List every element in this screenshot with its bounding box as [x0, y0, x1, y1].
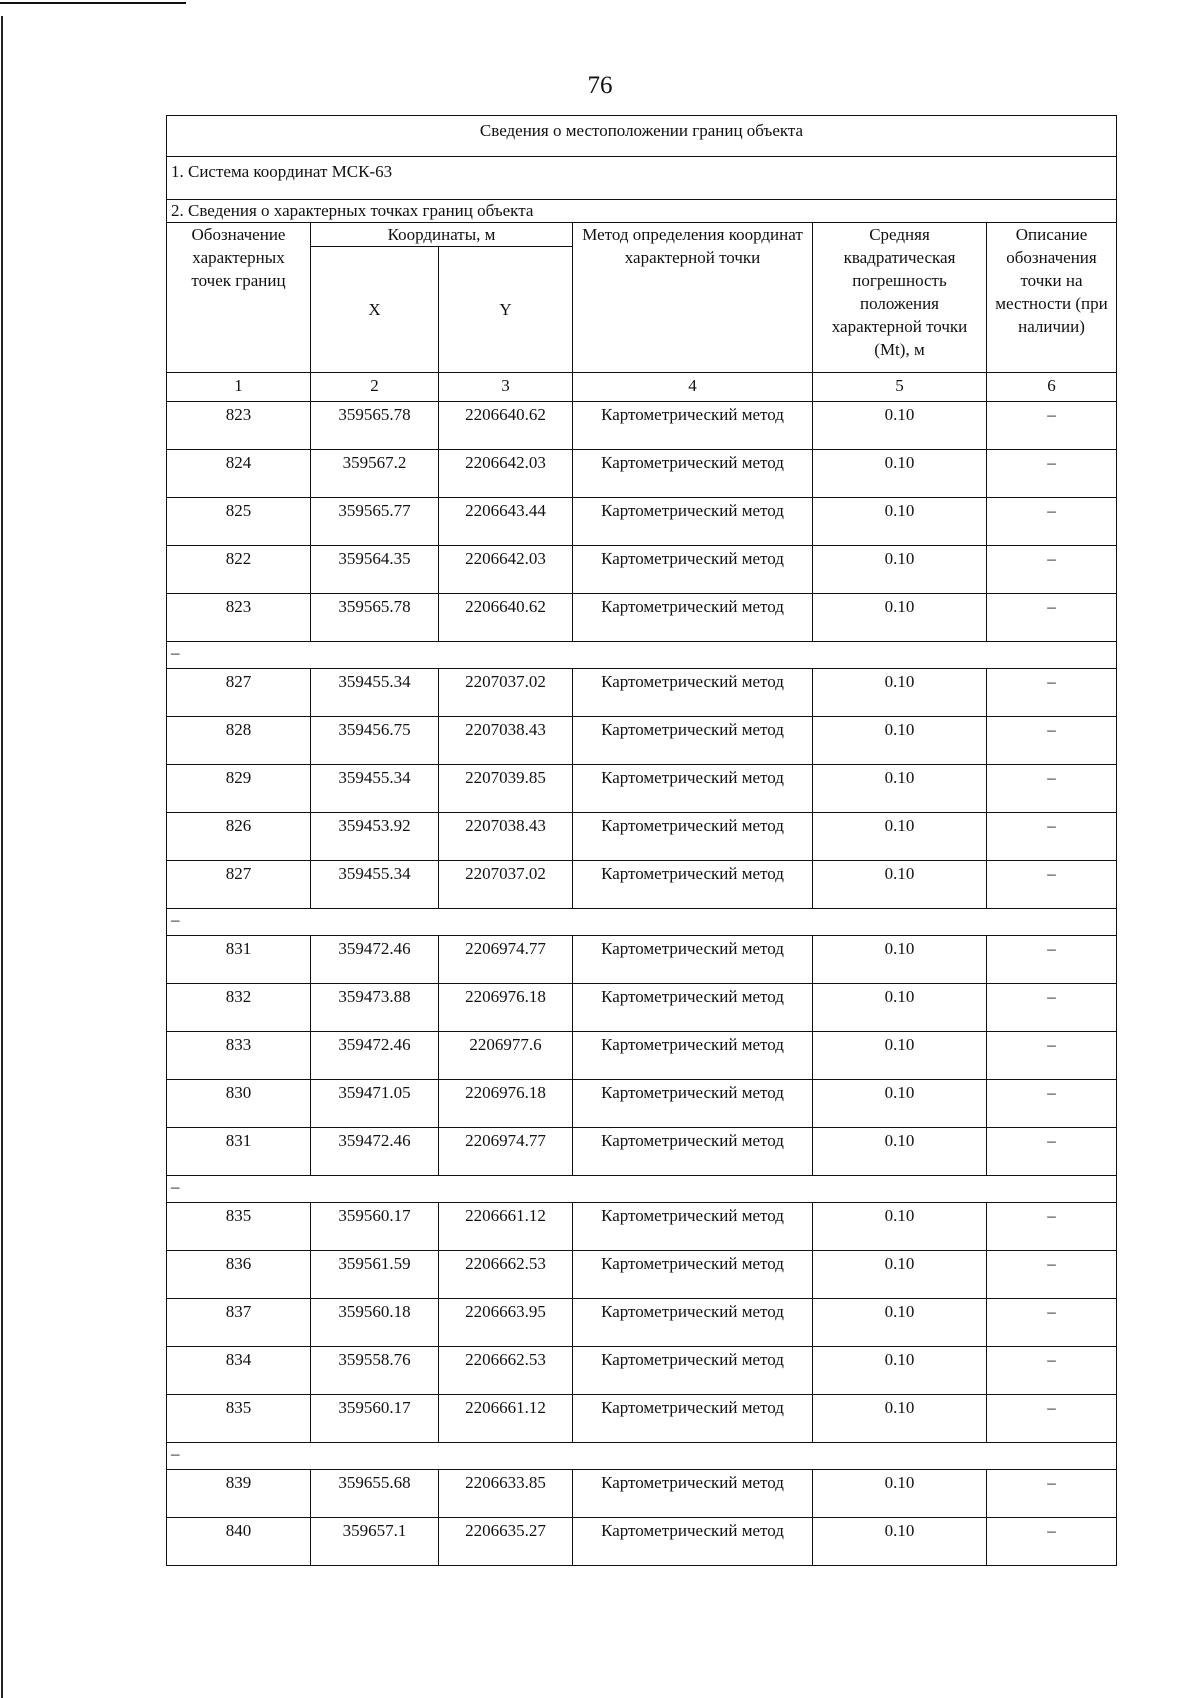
coordinate-y: 2207038.43: [439, 717, 573, 765]
point-number: 835: [167, 1395, 311, 1443]
method: Картометрический метод: [573, 984, 813, 1032]
mean-error: 0.10: [813, 546, 987, 594]
point-description: –: [987, 861, 1117, 909]
mean-error: 0.10: [813, 594, 987, 642]
table-row: [167, 1347, 1117, 1395]
coordinate-y: 2207037.02: [439, 861, 573, 909]
header-y: Y: [439, 247, 573, 373]
column-number: 6: [987, 373, 1117, 402]
coordinate-y: 2206662.53: [439, 1347, 573, 1395]
table-row: [167, 1203, 1117, 1251]
method: Картометрический метод: [573, 1203, 813, 1251]
method: Картометрический метод: [573, 1470, 813, 1518]
point-number: 822: [167, 546, 311, 594]
table-row: [167, 765, 1117, 813]
coordinate-y: 2206976.18: [439, 984, 573, 1032]
coordinate-x: 359565.77: [311, 498, 439, 546]
coordinate-x: 359558.76: [311, 1347, 439, 1395]
point-description: –: [987, 813, 1117, 861]
point-description: –: [987, 1470, 1117, 1518]
coordinate-x: 359560.17: [311, 1203, 439, 1251]
table-row: [167, 984, 1117, 1032]
mean-error: 0.10: [813, 1032, 987, 1080]
mean-error: 0.10: [813, 1251, 987, 1299]
coordinate-y: 2206640.62: [439, 402, 573, 450]
mean-error: 0.10: [813, 1203, 987, 1251]
method: Картометрический метод: [573, 669, 813, 717]
mean-error: 0.10: [813, 936, 987, 984]
mean-error: 0.10: [813, 984, 987, 1032]
scan-margin-line: [1, 16, 3, 1698]
point-number: 839: [167, 1470, 311, 1518]
table-row: [167, 594, 1117, 642]
coordinate-y: 2206643.44: [439, 498, 573, 546]
point-number: 830: [167, 1080, 311, 1128]
coordinate-y: 2206974.77: [439, 936, 573, 984]
coordinate-x: 359560.18: [311, 1299, 439, 1347]
method: Картометрический метод: [573, 594, 813, 642]
method: Картометрический метод: [573, 936, 813, 984]
mean-error: 0.10: [813, 1347, 987, 1395]
method: Картометрический метод: [573, 1080, 813, 1128]
point-description: –: [987, 450, 1117, 498]
table-row: [167, 1470, 1117, 1518]
method: Картометрический метод: [573, 861, 813, 909]
method: Картометрический метод: [573, 813, 813, 861]
point-number: 829: [167, 765, 311, 813]
header-description: Описание обозначения точки на местности (при наличии): [987, 223, 1117, 373]
table-row: [167, 1395, 1117, 1443]
point-number: 833: [167, 1032, 311, 1080]
mean-error: 0.10: [813, 813, 987, 861]
coordinate-x: 359472.46: [311, 1032, 439, 1080]
contour-separator: –: [167, 1443, 1117, 1470]
point-number: 825: [167, 498, 311, 546]
table-row: [167, 936, 1117, 984]
point-number: 837: [167, 1299, 311, 1347]
coordinate-y: 2206977.6: [439, 1032, 573, 1080]
point-description: –: [987, 1251, 1117, 1299]
coordinate-y: 2207039.85: [439, 765, 573, 813]
coordinate-y: 2207038.43: [439, 813, 573, 861]
header-error: Средняя квадратическая погрешность положения характерной точки (Mt), м: [813, 223, 987, 373]
method: Картометрический метод: [573, 1032, 813, 1080]
mean-error: 0.10: [813, 1518, 987, 1566]
method: Картометрический метод: [573, 450, 813, 498]
method: Картометрический метод: [573, 1251, 813, 1299]
table-row: [167, 498, 1117, 546]
coordinate-x: 359560.17: [311, 1395, 439, 1443]
point-number: 827: [167, 669, 311, 717]
contour-separator-row: [167, 1176, 1117, 1203]
mean-error: 0.10: [813, 1470, 987, 1518]
method: Картометрический метод: [573, 402, 813, 450]
coordinate-y: 2206663.95: [439, 1299, 573, 1347]
scan-edge-rule: [0, 2, 186, 4]
table-row: [167, 402, 1117, 450]
method: Картометрический метод: [573, 717, 813, 765]
table-title: Сведения о местоположении границ объекта: [167, 116, 1117, 157]
header-x: X: [311, 247, 439, 373]
point-description: –: [987, 1128, 1117, 1176]
page-number: 76: [587, 72, 613, 99]
point-description: –: [987, 936, 1117, 984]
point-description: –: [987, 984, 1117, 1032]
table-row: [167, 1080, 1117, 1128]
mean-error: 0.10: [813, 402, 987, 450]
mean-error: 0.10: [813, 450, 987, 498]
coordinate-x: 359471.05: [311, 1080, 439, 1128]
point-description: –: [987, 1395, 1117, 1443]
coordinate-y: 2206633.85: [439, 1470, 573, 1518]
coordinate-x: 359455.34: [311, 669, 439, 717]
coordinate-x: 359655.68: [311, 1470, 439, 1518]
coordinate-x: 359567.2: [311, 450, 439, 498]
column-number: 1: [167, 373, 311, 402]
method: Картометрический метод: [573, 546, 813, 594]
column-number: 5: [813, 373, 987, 402]
point-number: 840: [167, 1518, 311, 1566]
method: Картометрический метод: [573, 1128, 813, 1176]
mean-error: 0.10: [813, 861, 987, 909]
coordinate-x: 359472.46: [311, 1128, 439, 1176]
column-number: 2: [311, 373, 439, 402]
table-row: [167, 1128, 1117, 1176]
coordinate-y: 2206662.53: [439, 1251, 573, 1299]
point-number: 836: [167, 1251, 311, 1299]
coordinate-x: 359453.92: [311, 813, 439, 861]
point-number: 823: [167, 594, 311, 642]
point-description: –: [987, 1299, 1117, 1347]
mean-error: 0.10: [813, 717, 987, 765]
table-row: [167, 669, 1117, 717]
coordinate-y: 2206640.62: [439, 594, 573, 642]
point-number: 831: [167, 936, 311, 984]
coordinate-x: 359456.75: [311, 717, 439, 765]
coordinate-x: 359565.78: [311, 594, 439, 642]
mean-error: 0.10: [813, 1395, 987, 1443]
mean-error: 0.10: [813, 1080, 987, 1128]
header-designation: Обозначение характерных точек границ: [167, 223, 311, 373]
coordinate-x: 359561.59: [311, 1251, 439, 1299]
contour-separator-row: [167, 1443, 1117, 1470]
boundary-points-table: [166, 115, 1117, 1566]
point-description: –: [987, 546, 1117, 594]
coordinate-y: 2206661.12: [439, 1203, 573, 1251]
mean-error: 0.10: [813, 669, 987, 717]
header-coordinates: Координаты, м: [311, 223, 573, 247]
table-row: [167, 1299, 1117, 1347]
table-row: [167, 450, 1117, 498]
coordinate-x: 359472.46: [311, 936, 439, 984]
point-number: 823: [167, 402, 311, 450]
point-number: 827: [167, 861, 311, 909]
table-row: [167, 861, 1117, 909]
coordinate-system: 1. Система координат МСК-63: [167, 157, 1117, 200]
point-number: 824: [167, 450, 311, 498]
coordinate-y: 2207037.02: [439, 669, 573, 717]
table-row: [167, 1251, 1117, 1299]
contour-separator: –: [167, 1176, 1117, 1203]
point-number: 832: [167, 984, 311, 1032]
coordinate-x: 359473.88: [311, 984, 439, 1032]
method: Картометрический метод: [573, 1299, 813, 1347]
point-description: –: [987, 1080, 1117, 1128]
coordinate-y: 2206661.12: [439, 1395, 573, 1443]
point-number: 831: [167, 1128, 311, 1176]
column-number: 3: [439, 373, 573, 402]
table-row: [167, 1518, 1117, 1566]
point-description: –: [987, 717, 1117, 765]
coordinate-x: 359657.1: [311, 1518, 439, 1566]
point-description: –: [987, 498, 1117, 546]
coordinate-y: 2206642.03: [439, 546, 573, 594]
column-number: 4: [573, 373, 813, 402]
mean-error: 0.10: [813, 498, 987, 546]
coordinate-y: 2206635.27: [439, 1518, 573, 1566]
point-description: –: [987, 402, 1117, 450]
point-description: –: [987, 594, 1117, 642]
coordinate-y: 2206976.18: [439, 1080, 573, 1128]
coordinate-x: 359455.34: [311, 765, 439, 813]
header-method: Метод определения координат характерной точки: [573, 223, 813, 373]
mean-error: 0.10: [813, 765, 987, 813]
point-description: –: [987, 1032, 1117, 1080]
point-description: –: [987, 1203, 1117, 1251]
points-section-title: 2. Сведения о характерных точках границ объекта: [167, 200, 1117, 223]
method: Картометрический метод: [573, 765, 813, 813]
mean-error: 0.10: [813, 1128, 987, 1176]
coordinate-x: 359565.78: [311, 402, 439, 450]
method: Картометрический метод: [573, 498, 813, 546]
point-number: 834: [167, 1347, 311, 1395]
table-row: [167, 546, 1117, 594]
point-description: –: [987, 765, 1117, 813]
method: Картометрический метод: [573, 1395, 813, 1443]
table-row: [167, 1032, 1117, 1080]
point-description: –: [987, 1518, 1117, 1566]
point-number: 835: [167, 1203, 311, 1251]
point-description: –: [987, 1347, 1117, 1395]
coordinate-x: 359455.34: [311, 861, 439, 909]
coordinate-y: 2206974.77: [439, 1128, 573, 1176]
table-row: [167, 717, 1117, 765]
contour-separator-row: [167, 909, 1117, 936]
coordinate-x: 359564.35: [311, 546, 439, 594]
method: Картометрический метод: [573, 1518, 813, 1566]
coordinate-y: 2206642.03: [439, 450, 573, 498]
contour-separator-row: [167, 642, 1117, 669]
point-description: –: [987, 669, 1117, 717]
contour-separator: –: [167, 909, 1117, 936]
method: Картометрический метод: [573, 1347, 813, 1395]
contour-separator: –: [167, 642, 1117, 669]
point-number: 826: [167, 813, 311, 861]
table-row: [167, 813, 1117, 861]
point-number: 828: [167, 717, 311, 765]
column-numbers-row: [167, 373, 1117, 402]
mean-error: 0.10: [813, 1299, 987, 1347]
